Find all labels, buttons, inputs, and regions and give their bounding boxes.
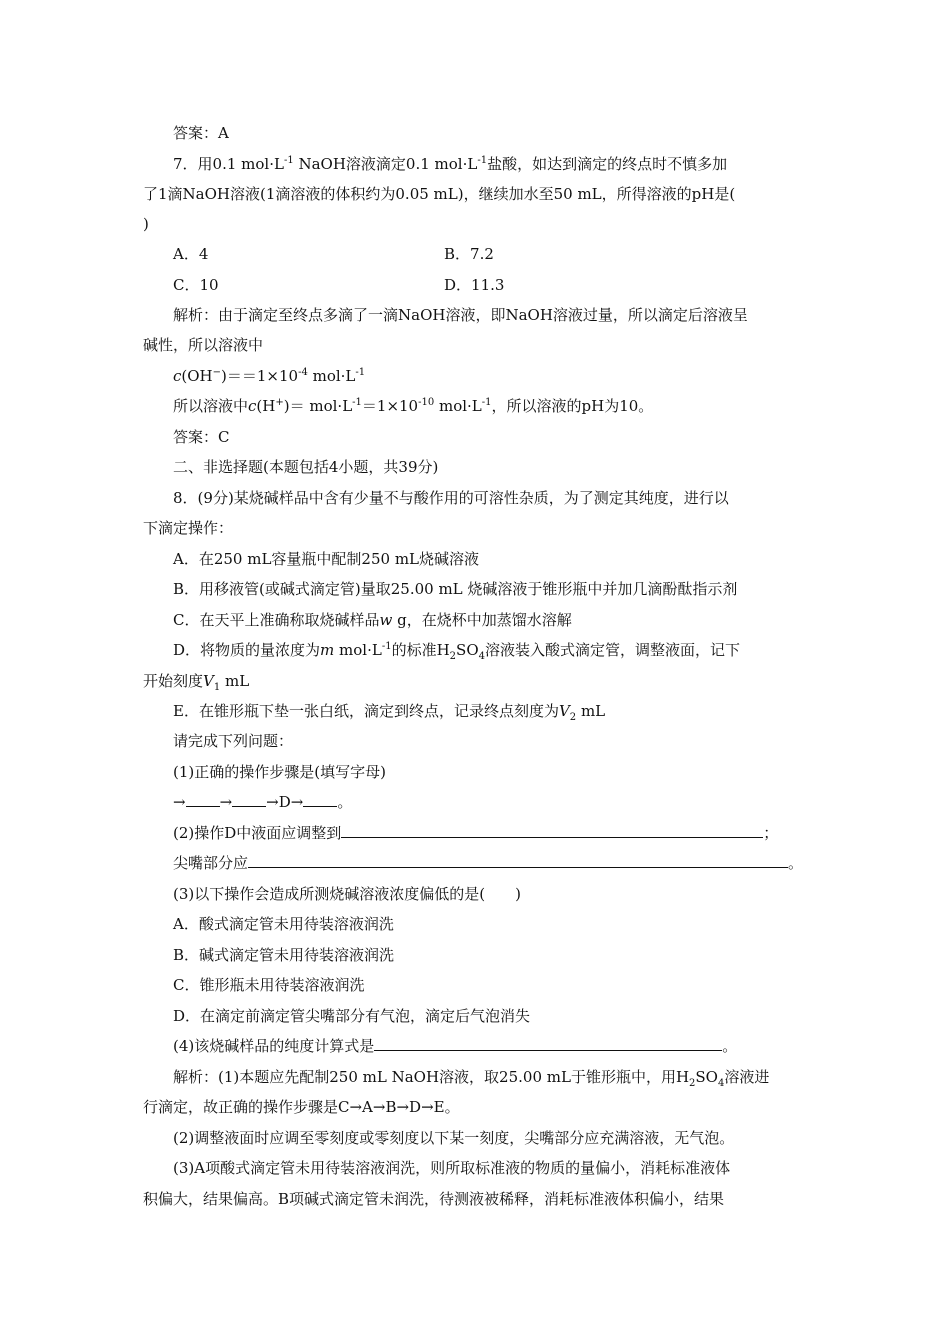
question-7-stem-cont xyxy=(143,184,735,204)
text: (2)操作D中液面应调整到 xyxy=(173,824,342,842)
text: 7．用0.1 mol·L xyxy=(173,155,284,173)
option-d xyxy=(173,1006,530,1026)
text: E．在锥形瓶下垫一张白纸，滴定到终点，记录终点刻度为 xyxy=(173,702,559,720)
analysis-line xyxy=(143,335,263,355)
text: g，在烧杯中加蒸馏水溶解 xyxy=(392,611,572,629)
text: 碱性，所以溶液中 xyxy=(143,336,264,354)
option-a xyxy=(173,914,394,934)
arrow-text: → xyxy=(173,793,186,811)
option-text: D．11.3 xyxy=(444,276,505,294)
arrow-text: →D→ xyxy=(266,793,304,811)
text: mol·L xyxy=(434,397,482,415)
formula-oh xyxy=(173,366,365,386)
text: 下滴定操作： xyxy=(143,519,234,537)
option-b xyxy=(173,945,394,965)
sub-question-2-cont xyxy=(173,853,803,873)
superscript: -1 xyxy=(477,155,488,166)
formula-h xyxy=(173,396,653,416)
sub-question-4 xyxy=(173,1036,737,1056)
text: w xyxy=(379,611,393,629)
text: V xyxy=(203,672,214,690)
text: (3)以下操作会造成所测烧碱溶液浓度偏低的是( ) xyxy=(173,885,521,903)
text: 的标准H xyxy=(391,641,450,659)
option-b xyxy=(444,244,494,264)
text: C．在天平上准确称取烧碱样品 xyxy=(173,611,380,629)
subscript: 2 xyxy=(449,651,457,662)
question-7-stem xyxy=(173,154,727,174)
prompt-line xyxy=(173,731,293,751)
superscript: -4 xyxy=(298,367,308,378)
text: 行滴定，故正确的操作步骤是C→A→B→D→E。 xyxy=(143,1098,460,1116)
subscript: 2 xyxy=(689,1078,696,1089)
text: c xyxy=(173,367,182,385)
analysis-line xyxy=(143,1189,724,1209)
text: (2)调整液面时应调至零刻度或零刻度以下某一刻度，尖嘴部分应充满溶液，无气泡。 xyxy=(173,1129,735,1147)
text: )＝＝1×10 xyxy=(221,367,299,385)
analysis-line xyxy=(173,1067,769,1087)
text: ＝1×10 xyxy=(361,397,419,415)
answer-blank[interactable] xyxy=(232,792,266,807)
text: SO xyxy=(695,1068,718,1086)
question-7-stem-end xyxy=(143,214,149,234)
text: 溶液进 xyxy=(724,1068,770,1086)
analysis-line xyxy=(143,1097,460,1117)
answer-blank[interactable] xyxy=(341,823,763,838)
text: 。 xyxy=(788,854,804,872)
answer-text: 答案：C xyxy=(173,428,230,446)
answer-line xyxy=(173,123,229,143)
answer-blank[interactable] xyxy=(248,853,788,868)
text: 解析：由于滴定至终点多滴了一滴NaOH溶液，即NaOH溶液过量，所以滴定后溶液呈 xyxy=(173,306,748,324)
answer-blank[interactable] xyxy=(303,792,337,807)
text: B．用移液管(或碱式滴定管)量取25.00 mL 烧碱溶液于锥形瓶中并加几滴酚酞指示剂 xyxy=(173,580,738,598)
option-text: B．碱式滴定管未用待装溶液润洗 xyxy=(173,946,395,964)
subscript: 1 xyxy=(213,682,221,693)
sub-question-2 xyxy=(173,823,778,843)
option-a xyxy=(173,244,208,264)
text: ，所以溶液的pH为10。 xyxy=(491,397,654,415)
sub-question-1-blanks xyxy=(173,792,352,812)
text: V xyxy=(558,702,570,720)
analysis-line xyxy=(173,305,748,325)
text: c xyxy=(248,397,257,415)
answer-blank[interactable] xyxy=(186,792,220,807)
superscript: -10 xyxy=(418,397,435,408)
text: ； xyxy=(763,824,779,842)
text: (1)正确的操作步骤是(填写字母) xyxy=(173,763,386,781)
superscript: − xyxy=(212,367,222,378)
text: 解析：(1)本题应先配制250 mL NaOH溶液，取25.00 mL于锥形瓶中，用H xyxy=(173,1068,690,1086)
text: (OH xyxy=(181,367,213,385)
text: A．在250 mL容量瓶中配制250 mL烧碱溶液 xyxy=(173,550,479,568)
question-8-stem-cont xyxy=(143,518,233,538)
text: 积偏大，结果偏高。B项碱式滴定管未润洗，待测液被稀释，消耗标准液体积偏小，结果 xyxy=(143,1190,725,1208)
text: 盐酸，如达到滴定的终点时不慎多加 xyxy=(487,155,728,173)
text: 所以溶液中 xyxy=(173,397,249,415)
text: )＝ mol·L xyxy=(283,397,353,415)
text: NaOH溶液滴定0.1 mol·L xyxy=(293,155,478,173)
superscript: -1 xyxy=(283,155,294,166)
option-text: D．在滴定前滴定管尖嘴部分有气泡，滴定后气泡消失 xyxy=(173,1007,531,1025)
step-c xyxy=(173,610,572,630)
text: D．将物质的量浓度为 xyxy=(173,641,321,659)
text: (3)A项酸式滴定管未用待装溶液润洗，则所取标准液的物质的量偏小，消耗标准液体 xyxy=(173,1159,731,1177)
option-c xyxy=(173,975,364,995)
text: 。 xyxy=(722,1037,738,1055)
step-d-cont xyxy=(143,671,249,691)
answer-line xyxy=(173,427,229,447)
superscript: -1 xyxy=(355,367,366,378)
answer-text: 答案：A xyxy=(173,124,229,142)
text: 了1滴NaOH溶液(1滴溶液的体积约为0.05 mL)，继续加水至50 mL，所得溶液的pH是( xyxy=(143,185,736,203)
arrow-text: → xyxy=(219,793,233,811)
text: 溶液装入酸式滴定管，调整液面，记下 xyxy=(485,641,741,659)
text: 二、非选择题(本题包括4小题，共39分) xyxy=(173,458,439,476)
section-heading xyxy=(173,457,438,477)
text: mL xyxy=(576,702,606,720)
step-b xyxy=(173,579,737,599)
text: (H xyxy=(256,397,276,415)
subscript: 4 xyxy=(717,1078,725,1089)
analysis-line xyxy=(173,1158,730,1178)
option-text: C．锥形瓶未用待装溶液润洗 xyxy=(173,976,365,994)
sub-question-3 xyxy=(173,884,521,904)
text: (4)该烧碱样品的纯度计算式是 xyxy=(173,1037,375,1055)
step-d xyxy=(173,640,740,660)
text: SO xyxy=(456,641,479,659)
text: mol·L xyxy=(334,641,382,659)
subscript: 4 xyxy=(478,651,485,662)
question-8-stem xyxy=(173,488,729,508)
option-d xyxy=(444,275,504,295)
answer-blank[interactable] xyxy=(374,1036,722,1051)
step-a xyxy=(173,549,479,569)
option-text: A．4 xyxy=(173,245,209,263)
text: 尖嘴部分应 xyxy=(173,854,249,872)
option-text: C．10 xyxy=(173,276,219,294)
subscript: 2 xyxy=(569,712,577,723)
analysis-line xyxy=(173,1128,734,1148)
superscript: -1 xyxy=(381,641,392,652)
superscript: -1 xyxy=(352,397,362,408)
superscript: -1 xyxy=(481,397,492,408)
text: 请完成下列问题： xyxy=(173,732,294,750)
text: 开始刻度 xyxy=(143,672,204,690)
text: 。 xyxy=(337,793,353,811)
option-c xyxy=(173,275,219,295)
step-e xyxy=(173,701,605,721)
text: 8．(9分)某烧碱样品中含有少量不与酸作用的可溶性杂质，为了测定其纯度，进行以 xyxy=(173,489,729,507)
text: mol·L xyxy=(307,367,356,385)
option-text: A．酸式滴定管未用待装溶液润洗 xyxy=(173,915,394,933)
text: ) xyxy=(143,215,149,233)
sub-question-1 xyxy=(173,762,386,782)
superscript: + xyxy=(275,397,284,408)
text: mL xyxy=(220,672,250,690)
text: m xyxy=(320,641,335,659)
option-text: B．7.2 xyxy=(444,245,494,263)
